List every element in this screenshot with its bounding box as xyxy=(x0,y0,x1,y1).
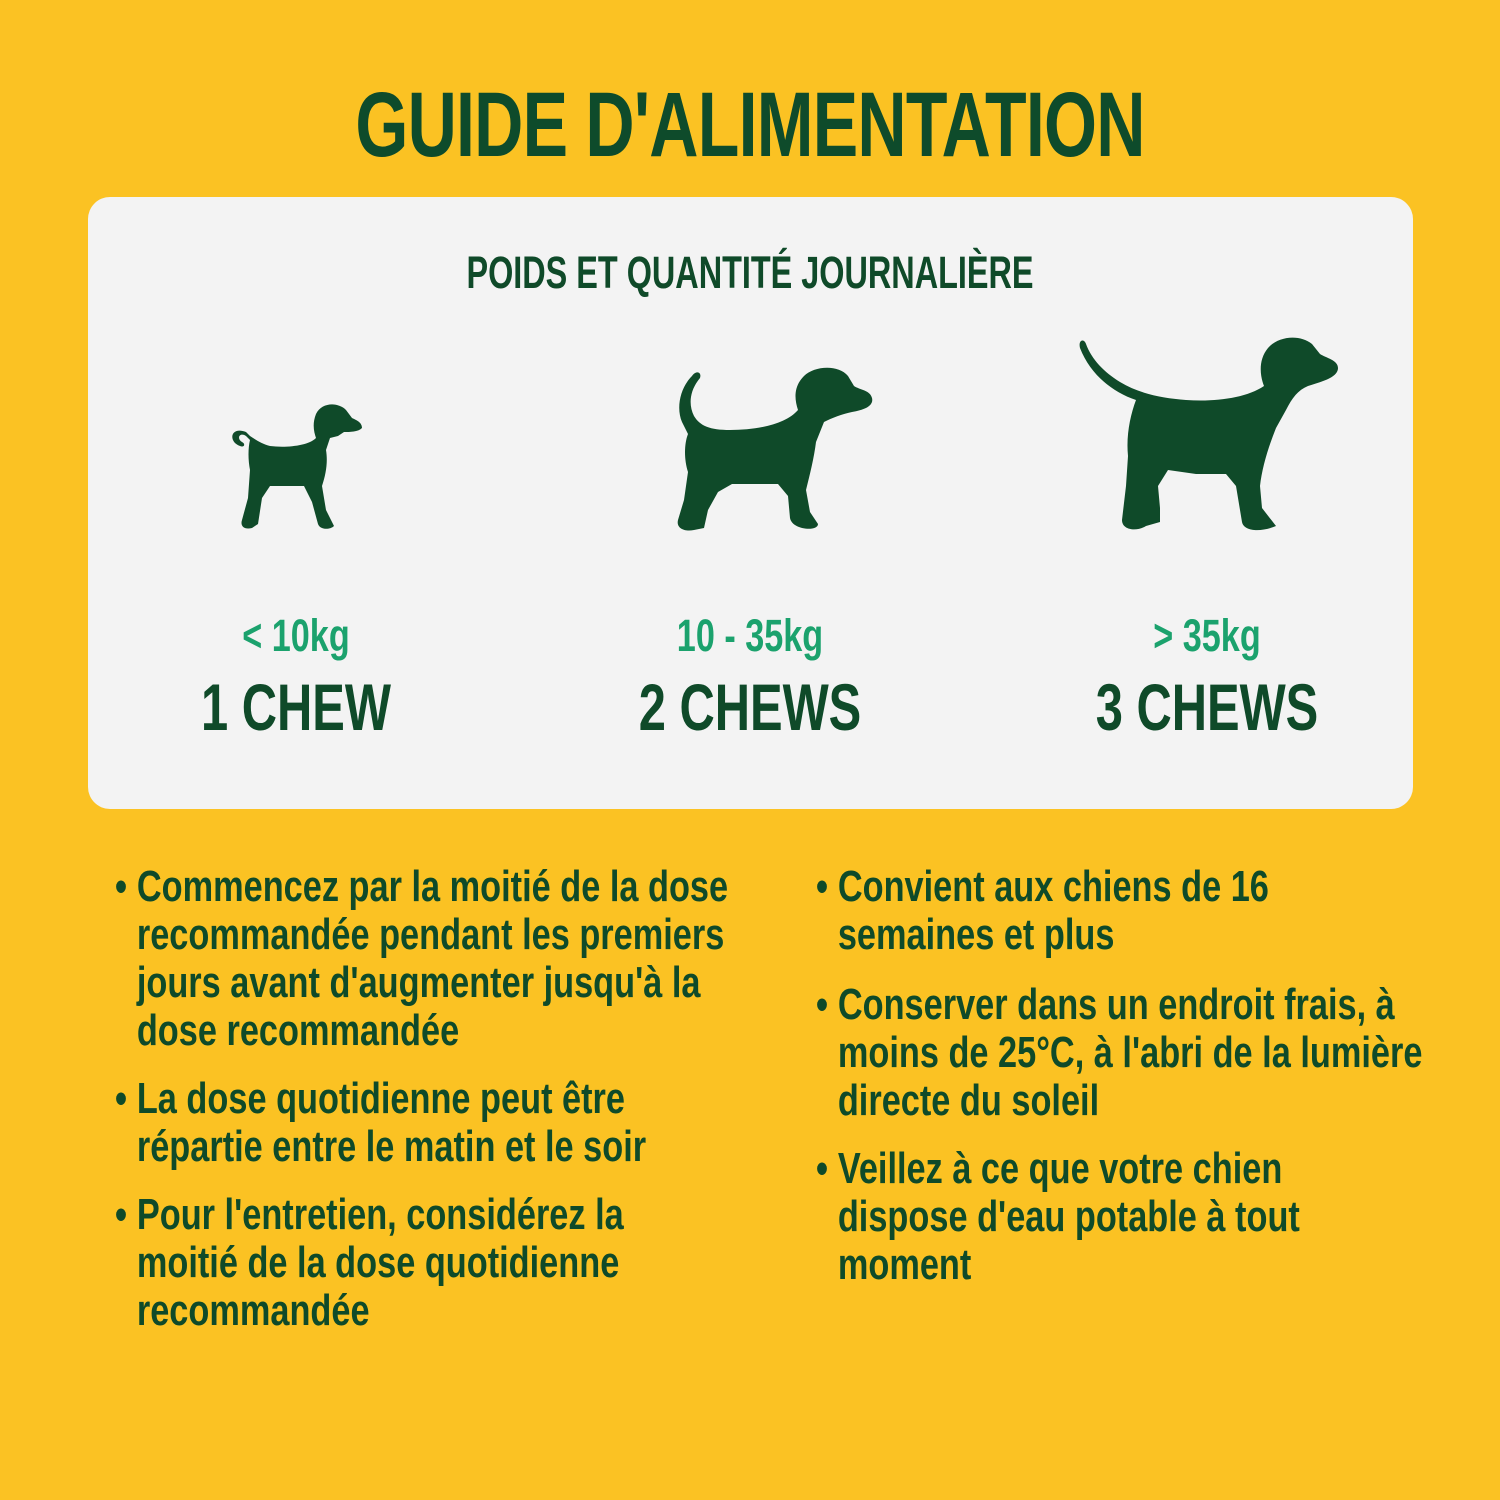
page-title: GUIDE D'ALIMENTATION xyxy=(355,74,1145,176)
bullet: • xyxy=(816,1144,829,1193)
note-text: Veillez à ce que votre chien dispose d'eau potable à tout moment xyxy=(837,1144,1300,1289)
medium-dog-icon xyxy=(670,364,876,532)
list-item xyxy=(115,1191,667,1335)
notes-right-column xyxy=(816,863,1500,1309)
tier-amount-medium: 2 CHEWS xyxy=(638,670,862,744)
notes-left-column xyxy=(115,863,903,1355)
tier-weight-medium: 10 - 35kg xyxy=(676,610,824,661)
bullet: • xyxy=(115,862,128,911)
list-item xyxy=(115,1075,667,1171)
tier-weight-large: > 35kg xyxy=(1153,610,1261,661)
note-text: La dose quotidienne peut être répartie entre le matin et le soir xyxy=(136,1074,647,1171)
tier-amount-small: 1 CHEW xyxy=(201,670,391,744)
list-item xyxy=(816,1145,1337,1289)
list-item xyxy=(816,981,1446,1125)
note-text: Commencez par la moitié de la dose recommandée pendant les premiers jours avant d'augmenter jusqu'à la dose recommandée xyxy=(136,862,729,1055)
note-text: Convient aux chiens de 16 semaines et plus xyxy=(837,862,1269,959)
list-item xyxy=(115,863,730,1055)
tier-amount-large: 3 CHEWS xyxy=(1095,670,1319,744)
note-text: Pour l'entretien, considérez la moitié de la dose quotidienne recommandée xyxy=(136,1190,624,1335)
panel-subtitle: POIDS ET QUANTITÉ JOURNALIÈRE xyxy=(466,247,1034,298)
note-text: Conserver dans un endroit frais, à moins de 25°C, à l'abri de la lumière directe du soleil xyxy=(837,980,1423,1125)
large-dog-icon xyxy=(1076,336,1340,532)
bullet: • xyxy=(816,980,829,1029)
tier-weight-small: < 10kg xyxy=(242,610,350,661)
bullet: • xyxy=(115,1074,128,1123)
bullet: • xyxy=(115,1190,128,1239)
list-item xyxy=(816,863,1306,959)
small-dog-icon xyxy=(226,402,366,532)
bullet: • xyxy=(816,862,829,911)
